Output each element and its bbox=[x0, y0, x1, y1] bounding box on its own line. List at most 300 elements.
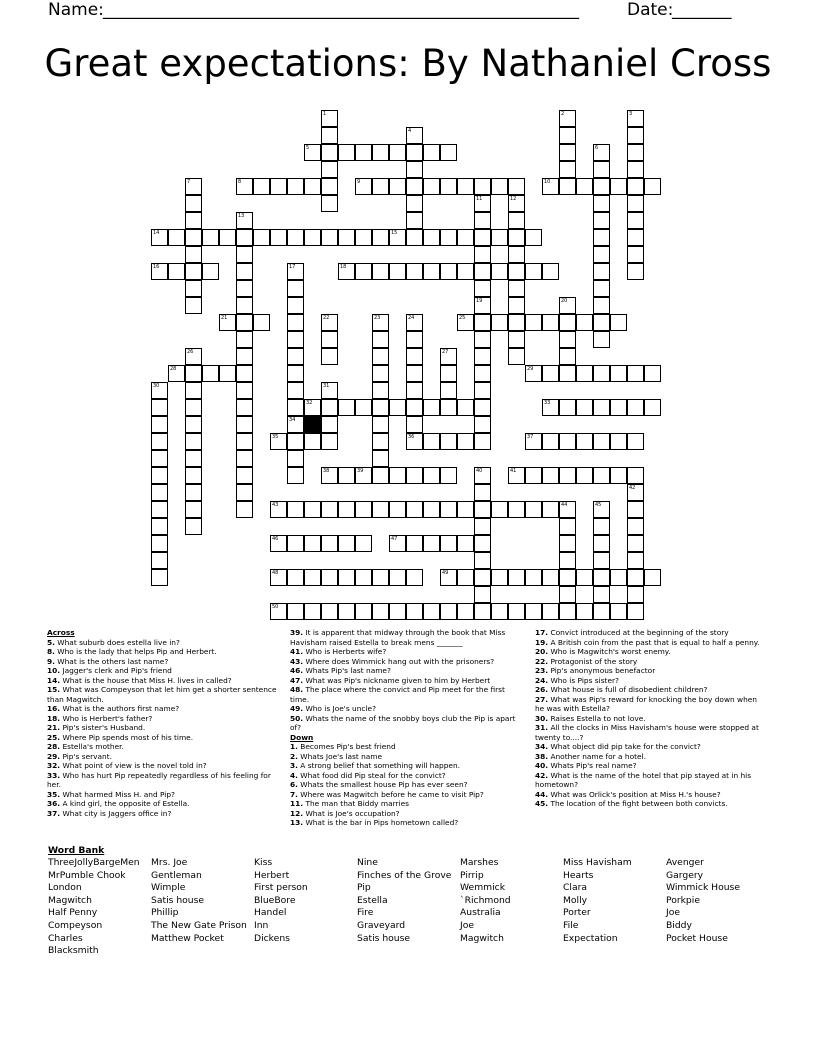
grid-cell[interactable] bbox=[508, 297, 525, 314]
grid-cell[interactable] bbox=[525, 603, 542, 620]
grid-cell[interactable] bbox=[457, 263, 474, 280]
grid-cell[interactable] bbox=[287, 348, 304, 365]
grid-cell[interactable] bbox=[610, 603, 627, 620]
grid-cell[interactable] bbox=[321, 178, 338, 195]
grid-cell[interactable] bbox=[372, 399, 389, 416]
grid-cell[interactable] bbox=[508, 280, 525, 297]
grid-cell[interactable] bbox=[457, 569, 474, 586]
grid-cell[interactable] bbox=[253, 229, 270, 246]
grid-cell[interactable] bbox=[287, 433, 304, 450]
grid-cell[interactable] bbox=[270, 178, 287, 195]
grid-cell[interactable] bbox=[457, 399, 474, 416]
grid-cell[interactable] bbox=[321, 127, 338, 144]
grid-cell[interactable] bbox=[321, 603, 338, 620]
grid-cell[interactable] bbox=[406, 348, 423, 365]
grid-cell[interactable] bbox=[508, 246, 525, 263]
grid-cell[interactable] bbox=[287, 450, 304, 467]
grid-cell[interactable] bbox=[610, 467, 627, 484]
grid-cell[interactable] bbox=[542, 467, 559, 484]
grid-cell[interactable] bbox=[355, 399, 372, 416]
grid-cell[interactable] bbox=[627, 535, 644, 552]
grid-cell[interactable] bbox=[287, 314, 304, 331]
grid-cell[interactable] bbox=[440, 178, 457, 195]
grid-cell[interactable] bbox=[151, 484, 168, 501]
grid-cell[interactable] bbox=[236, 433, 253, 450]
grid-cell[interactable] bbox=[440, 229, 457, 246]
grid-cell[interactable] bbox=[185, 382, 202, 399]
grid-cell[interactable] bbox=[287, 280, 304, 297]
grid-cell[interactable] bbox=[355, 144, 372, 161]
grid-cell[interactable] bbox=[542, 314, 559, 331]
grid-cell[interactable] bbox=[491, 603, 508, 620]
grid-cell[interactable] bbox=[576, 569, 593, 586]
grid-cell[interactable] bbox=[525, 569, 542, 586]
grid-cell[interactable] bbox=[491, 569, 508, 586]
grid-cell[interactable] bbox=[559, 178, 576, 195]
grid-cell[interactable] bbox=[355, 569, 372, 586]
grid-cell[interactable] bbox=[321, 399, 338, 416]
grid-cell[interactable] bbox=[219, 365, 236, 382]
grid-cell[interactable] bbox=[321, 144, 338, 161]
grid-cell[interactable] bbox=[236, 501, 253, 518]
grid-cell[interactable] bbox=[389, 467, 406, 484]
grid-cell[interactable] bbox=[457, 535, 474, 552]
grid-cell[interactable] bbox=[338, 399, 355, 416]
grid-cell[interactable] bbox=[474, 178, 491, 195]
grid-cell[interactable] bbox=[236, 246, 253, 263]
grid-cell[interactable] bbox=[525, 263, 542, 280]
grid-cell[interactable] bbox=[593, 365, 610, 382]
grid-cell[interactable] bbox=[576, 178, 593, 195]
grid-cell[interactable] bbox=[185, 365, 202, 382]
grid-cell[interactable] bbox=[406, 365, 423, 382]
grid-cell[interactable] bbox=[559, 127, 576, 144]
grid-cell[interactable] bbox=[185, 195, 202, 212]
grid-cell[interactable] bbox=[338, 229, 355, 246]
grid-cell[interactable] bbox=[287, 467, 304, 484]
grid-cell[interactable] bbox=[474, 348, 491, 365]
grid-cell[interactable] bbox=[627, 569, 644, 586]
grid-cell[interactable] bbox=[576, 433, 593, 450]
grid-cell[interactable] bbox=[321, 416, 338, 433]
grid-cell[interactable] bbox=[593, 212, 610, 229]
grid-cell[interactable] bbox=[576, 399, 593, 416]
grid-cell[interactable] bbox=[321, 161, 338, 178]
grid-cell[interactable] bbox=[474, 416, 491, 433]
grid-cell[interactable] bbox=[457, 229, 474, 246]
grid-cell[interactable] bbox=[559, 433, 576, 450]
grid-cell[interactable] bbox=[304, 433, 321, 450]
grid-cell[interactable] bbox=[355, 603, 372, 620]
grid-cell[interactable] bbox=[474, 603, 491, 620]
grid-cell[interactable] bbox=[168, 263, 185, 280]
grid-cell[interactable] bbox=[576, 314, 593, 331]
grid-cell[interactable] bbox=[423, 229, 440, 246]
grid-cell[interactable] bbox=[559, 518, 576, 535]
grid-cell[interactable] bbox=[406, 569, 423, 586]
grid-cell[interactable] bbox=[185, 501, 202, 518]
grid-cell[interactable] bbox=[236, 399, 253, 416]
grid-cell[interactable] bbox=[508, 348, 525, 365]
grid-cell[interactable] bbox=[151, 433, 168, 450]
grid-cell[interactable] bbox=[372, 263, 389, 280]
grid-cell[interactable] bbox=[151, 416, 168, 433]
grid-cell[interactable] bbox=[185, 229, 202, 246]
grid-cell[interactable] bbox=[542, 365, 559, 382]
grid-cell[interactable] bbox=[406, 399, 423, 416]
grid-cell[interactable] bbox=[593, 603, 610, 620]
grid-cell[interactable] bbox=[508, 263, 525, 280]
grid-cell[interactable] bbox=[389, 569, 406, 586]
grid-cell[interactable] bbox=[627, 433, 644, 450]
grid-cell[interactable] bbox=[627, 501, 644, 518]
grid-cell[interactable] bbox=[372, 433, 389, 450]
grid-cell[interactable] bbox=[236, 416, 253, 433]
grid-cell[interactable] bbox=[474, 382, 491, 399]
grid-cell[interactable] bbox=[406, 331, 423, 348]
grid-cell[interactable] bbox=[185, 246, 202, 263]
grid-cell[interactable] bbox=[236, 365, 253, 382]
grid-cell[interactable] bbox=[236, 297, 253, 314]
grid-cell[interactable] bbox=[185, 399, 202, 416]
grid-cell[interactable] bbox=[287, 569, 304, 586]
grid-cell[interactable] bbox=[559, 467, 576, 484]
grid-cell[interactable] bbox=[627, 603, 644, 620]
grid-cell[interactable] bbox=[508, 212, 525, 229]
grid-cell[interactable] bbox=[508, 501, 525, 518]
grid-cell[interactable] bbox=[185, 416, 202, 433]
grid-cell[interactable] bbox=[610, 365, 627, 382]
grid-cell[interactable] bbox=[474, 399, 491, 416]
grid-cell[interactable] bbox=[508, 331, 525, 348]
grid-cell[interactable] bbox=[236, 450, 253, 467]
grid-cell[interactable] bbox=[202, 263, 219, 280]
grid-cell[interactable] bbox=[474, 246, 491, 263]
name-field[interactable]: ________________________________________________________ bbox=[103, 0, 579, 20]
grid-cell[interactable] bbox=[627, 365, 644, 382]
grid-cell[interactable] bbox=[372, 178, 389, 195]
grid-cell[interactable] bbox=[406, 603, 423, 620]
grid-cell[interactable] bbox=[236, 467, 253, 484]
grid-cell[interactable] bbox=[474, 229, 491, 246]
grid-cell[interactable] bbox=[338, 501, 355, 518]
grid-cell[interactable] bbox=[474, 263, 491, 280]
grid-cell[interactable] bbox=[338, 535, 355, 552]
grid-cell[interactable] bbox=[627, 195, 644, 212]
grid-cell[interactable] bbox=[372, 331, 389, 348]
grid-cell[interactable] bbox=[440, 433, 457, 450]
grid-cell[interactable] bbox=[627, 399, 644, 416]
grid-cell[interactable] bbox=[202, 229, 219, 246]
grid-cell[interactable] bbox=[559, 144, 576, 161]
grid-cell[interactable] bbox=[542, 433, 559, 450]
grid-cell[interactable] bbox=[287, 603, 304, 620]
grid-cell[interactable] bbox=[542, 603, 559, 620]
grid-cell[interactable] bbox=[151, 518, 168, 535]
grid-cell[interactable] bbox=[644, 365, 661, 382]
grid-cell[interactable] bbox=[338, 569, 355, 586]
grid-cell[interactable] bbox=[321, 331, 338, 348]
grid-cell[interactable] bbox=[440, 467, 457, 484]
grid-cell[interactable] bbox=[185, 484, 202, 501]
grid-cell[interactable] bbox=[304, 501, 321, 518]
grid-cell[interactable] bbox=[559, 552, 576, 569]
grid-cell[interactable] bbox=[559, 331, 576, 348]
grid-cell[interactable] bbox=[321, 229, 338, 246]
grid-cell[interactable] bbox=[151, 467, 168, 484]
grid-cell[interactable] bbox=[593, 518, 610, 535]
grid-cell[interactable] bbox=[185, 280, 202, 297]
grid-cell[interactable] bbox=[287, 229, 304, 246]
grid-cell[interactable] bbox=[389, 399, 406, 416]
grid-cell[interactable] bbox=[610, 569, 627, 586]
grid-cell[interactable] bbox=[610, 178, 627, 195]
grid-cell[interactable] bbox=[474, 501, 491, 518]
grid-cell[interactable] bbox=[627, 467, 644, 484]
grid-cell[interactable] bbox=[355, 501, 372, 518]
grid-cell[interactable] bbox=[287, 501, 304, 518]
grid-cell[interactable] bbox=[491, 178, 508, 195]
grid-cell[interactable] bbox=[474, 586, 491, 603]
grid-cell[interactable] bbox=[593, 586, 610, 603]
grid-cell[interactable] bbox=[151, 501, 168, 518]
grid-cell[interactable] bbox=[627, 229, 644, 246]
date-field[interactable]: _______ bbox=[672, 0, 732, 20]
grid-cell[interactable] bbox=[185, 467, 202, 484]
grid-cell[interactable] bbox=[185, 450, 202, 467]
grid-cell[interactable] bbox=[610, 433, 627, 450]
grid-cell[interactable] bbox=[593, 263, 610, 280]
grid-cell[interactable] bbox=[593, 331, 610, 348]
grid-cell[interactable] bbox=[559, 365, 576, 382]
grid-cell[interactable] bbox=[423, 433, 440, 450]
grid-cell[interactable] bbox=[287, 178, 304, 195]
grid-cell[interactable] bbox=[406, 195, 423, 212]
grid-cell[interactable] bbox=[474, 331, 491, 348]
grid-cell[interactable] bbox=[423, 535, 440, 552]
grid-cell[interactable] bbox=[542, 263, 559, 280]
grid-cell[interactable] bbox=[474, 314, 491, 331]
grid-cell[interactable] bbox=[559, 535, 576, 552]
grid-cell[interactable] bbox=[593, 280, 610, 297]
grid-cell[interactable] bbox=[644, 399, 661, 416]
grid-cell[interactable] bbox=[559, 603, 576, 620]
grid-cell[interactable] bbox=[627, 161, 644, 178]
grid-cell[interactable] bbox=[610, 314, 627, 331]
grid-cell[interactable] bbox=[457, 433, 474, 450]
grid-cell[interactable] bbox=[508, 569, 525, 586]
grid-cell[interactable] bbox=[151, 450, 168, 467]
grid-cell[interactable] bbox=[457, 178, 474, 195]
grid-cell[interactable] bbox=[627, 178, 644, 195]
grid-cell[interactable] bbox=[321, 501, 338, 518]
grid-cell[interactable] bbox=[372, 501, 389, 518]
grid-cell[interactable] bbox=[423, 603, 440, 620]
grid-cell[interactable] bbox=[593, 433, 610, 450]
grid-cell[interactable] bbox=[406, 178, 423, 195]
grid-cell[interactable] bbox=[474, 280, 491, 297]
grid-cell[interactable] bbox=[287, 331, 304, 348]
grid-cell[interactable] bbox=[576, 467, 593, 484]
grid-cell[interactable] bbox=[389, 263, 406, 280]
grid-cell[interactable] bbox=[474, 484, 491, 501]
grid-cell[interactable] bbox=[321, 569, 338, 586]
grid-cell[interactable] bbox=[559, 586, 576, 603]
grid-cell[interactable] bbox=[508, 603, 525, 620]
grid-cell[interactable] bbox=[321, 195, 338, 212]
grid-cell[interactable] bbox=[372, 450, 389, 467]
grid-cell[interactable] bbox=[491, 501, 508, 518]
grid-cell[interactable] bbox=[593, 552, 610, 569]
grid-cell[interactable] bbox=[372, 144, 389, 161]
grid-cell[interactable] bbox=[593, 399, 610, 416]
grid-cell[interactable] bbox=[321, 348, 338, 365]
grid-cell[interactable] bbox=[372, 365, 389, 382]
grid-cell[interactable] bbox=[338, 603, 355, 620]
grid-cell[interactable] bbox=[406, 382, 423, 399]
grid-cell[interactable] bbox=[389, 144, 406, 161]
grid-cell[interactable] bbox=[236, 331, 253, 348]
grid-cell[interactable] bbox=[151, 399, 168, 416]
grid-cell[interactable] bbox=[406, 467, 423, 484]
grid-cell[interactable] bbox=[627, 127, 644, 144]
grid-cell[interactable] bbox=[593, 314, 610, 331]
grid-cell[interactable] bbox=[440, 399, 457, 416]
grid-cell[interactable] bbox=[304, 229, 321, 246]
grid-cell[interactable] bbox=[474, 535, 491, 552]
grid-cell[interactable] bbox=[151, 552, 168, 569]
grid-cell[interactable] bbox=[440, 603, 457, 620]
grid-cell[interactable] bbox=[627, 144, 644, 161]
grid-cell[interactable] bbox=[372, 348, 389, 365]
grid-cell[interactable] bbox=[338, 467, 355, 484]
grid-cell[interactable] bbox=[355, 263, 372, 280]
grid-cell[interactable] bbox=[508, 229, 525, 246]
grid-cell[interactable] bbox=[185, 212, 202, 229]
grid-cell[interactable] bbox=[525, 467, 542, 484]
grid-cell[interactable] bbox=[406, 416, 423, 433]
grid-cell[interactable] bbox=[185, 297, 202, 314]
grid-cell[interactable] bbox=[287, 399, 304, 416]
grid-cell[interactable] bbox=[304, 178, 321, 195]
grid-cell[interactable] bbox=[236, 484, 253, 501]
grid-cell[interactable] bbox=[491, 314, 508, 331]
grid-cell[interactable] bbox=[559, 348, 576, 365]
grid-cell[interactable] bbox=[406, 501, 423, 518]
grid-cell[interactable] bbox=[491, 263, 508, 280]
grid-cell[interactable] bbox=[423, 263, 440, 280]
grid-cell[interactable] bbox=[185, 518, 202, 535]
grid-cell[interactable] bbox=[559, 161, 576, 178]
grid-cell[interactable] bbox=[576, 603, 593, 620]
grid-cell[interactable] bbox=[593, 246, 610, 263]
grid-cell[interactable] bbox=[474, 365, 491, 382]
grid-cell[interactable] bbox=[542, 569, 559, 586]
grid-cell[interactable] bbox=[253, 178, 270, 195]
grid-cell[interactable] bbox=[440, 263, 457, 280]
grid-cell[interactable] bbox=[423, 467, 440, 484]
grid-cell[interactable] bbox=[151, 569, 168, 586]
grid-cell[interactable] bbox=[457, 603, 474, 620]
grid-cell[interactable] bbox=[202, 365, 219, 382]
grid-cell[interactable] bbox=[236, 314, 253, 331]
grid-cell[interactable] bbox=[168, 229, 185, 246]
grid-cell[interactable] bbox=[321, 433, 338, 450]
grid-cell[interactable] bbox=[304, 603, 321, 620]
grid-cell[interactable] bbox=[321, 535, 338, 552]
grid-cell[interactable] bbox=[508, 314, 525, 331]
grid-cell[interactable] bbox=[644, 569, 661, 586]
grid-cell[interactable] bbox=[525, 314, 542, 331]
grid-cell[interactable] bbox=[440, 144, 457, 161]
grid-cell[interactable] bbox=[627, 263, 644, 280]
grid-cell[interactable] bbox=[423, 501, 440, 518]
grid-cell[interactable] bbox=[474, 518, 491, 535]
grid-cell[interactable] bbox=[559, 314, 576, 331]
grid-cell[interactable] bbox=[593, 229, 610, 246]
grid-cell[interactable] bbox=[423, 144, 440, 161]
grid-cell[interactable] bbox=[474, 212, 491, 229]
grid-cell[interactable] bbox=[423, 399, 440, 416]
grid-cell[interactable] bbox=[525, 229, 542, 246]
grid-cell[interactable] bbox=[219, 229, 236, 246]
grid-cell[interactable] bbox=[627, 552, 644, 569]
grid-cell[interactable] bbox=[593, 467, 610, 484]
grid-cell[interactable] bbox=[338, 144, 355, 161]
grid-cell[interactable] bbox=[627, 518, 644, 535]
grid-cell[interactable] bbox=[304, 569, 321, 586]
grid-cell[interactable] bbox=[236, 348, 253, 365]
grid-cell[interactable] bbox=[627, 586, 644, 603]
grid-cell[interactable] bbox=[508, 178, 525, 195]
grid-cell[interactable] bbox=[644, 178, 661, 195]
grid-cell[interactable] bbox=[372, 229, 389, 246]
grid-cell[interactable] bbox=[151, 535, 168, 552]
grid-cell[interactable] bbox=[474, 433, 491, 450]
grid-cell[interactable] bbox=[440, 501, 457, 518]
grid-cell[interactable] bbox=[372, 382, 389, 399]
grid-cell[interactable] bbox=[389, 501, 406, 518]
grid-cell[interactable] bbox=[423, 178, 440, 195]
grid-cell[interactable] bbox=[270, 229, 287, 246]
grid-cell[interactable] bbox=[185, 263, 202, 280]
grid-cell[interactable] bbox=[593, 161, 610, 178]
grid-cell[interactable] bbox=[593, 569, 610, 586]
grid-cell[interactable] bbox=[236, 263, 253, 280]
grid-cell[interactable] bbox=[474, 552, 491, 569]
grid-cell[interactable] bbox=[287, 382, 304, 399]
grid-cell[interactable] bbox=[372, 569, 389, 586]
grid-cell[interactable] bbox=[542, 501, 559, 518]
grid-cell[interactable] bbox=[593, 178, 610, 195]
grid-cell[interactable] bbox=[236, 382, 253, 399]
grid-cell[interactable] bbox=[440, 382, 457, 399]
grid-cell[interactable] bbox=[576, 365, 593, 382]
grid-cell[interactable] bbox=[406, 263, 423, 280]
grid-cell[interactable] bbox=[440, 535, 457, 552]
grid-cell[interactable] bbox=[287, 535, 304, 552]
grid-cell[interactable] bbox=[610, 399, 627, 416]
grid-cell[interactable] bbox=[287, 365, 304, 382]
grid-cell[interactable] bbox=[559, 399, 576, 416]
grid-cell[interactable] bbox=[236, 280, 253, 297]
grid-cell[interactable] bbox=[355, 535, 372, 552]
grid-cell[interactable] bbox=[304, 535, 321, 552]
grid-cell[interactable] bbox=[355, 229, 372, 246]
grid-cell[interactable] bbox=[457, 501, 474, 518]
grid-cell[interactable] bbox=[389, 178, 406, 195]
grid-cell[interactable] bbox=[593, 535, 610, 552]
